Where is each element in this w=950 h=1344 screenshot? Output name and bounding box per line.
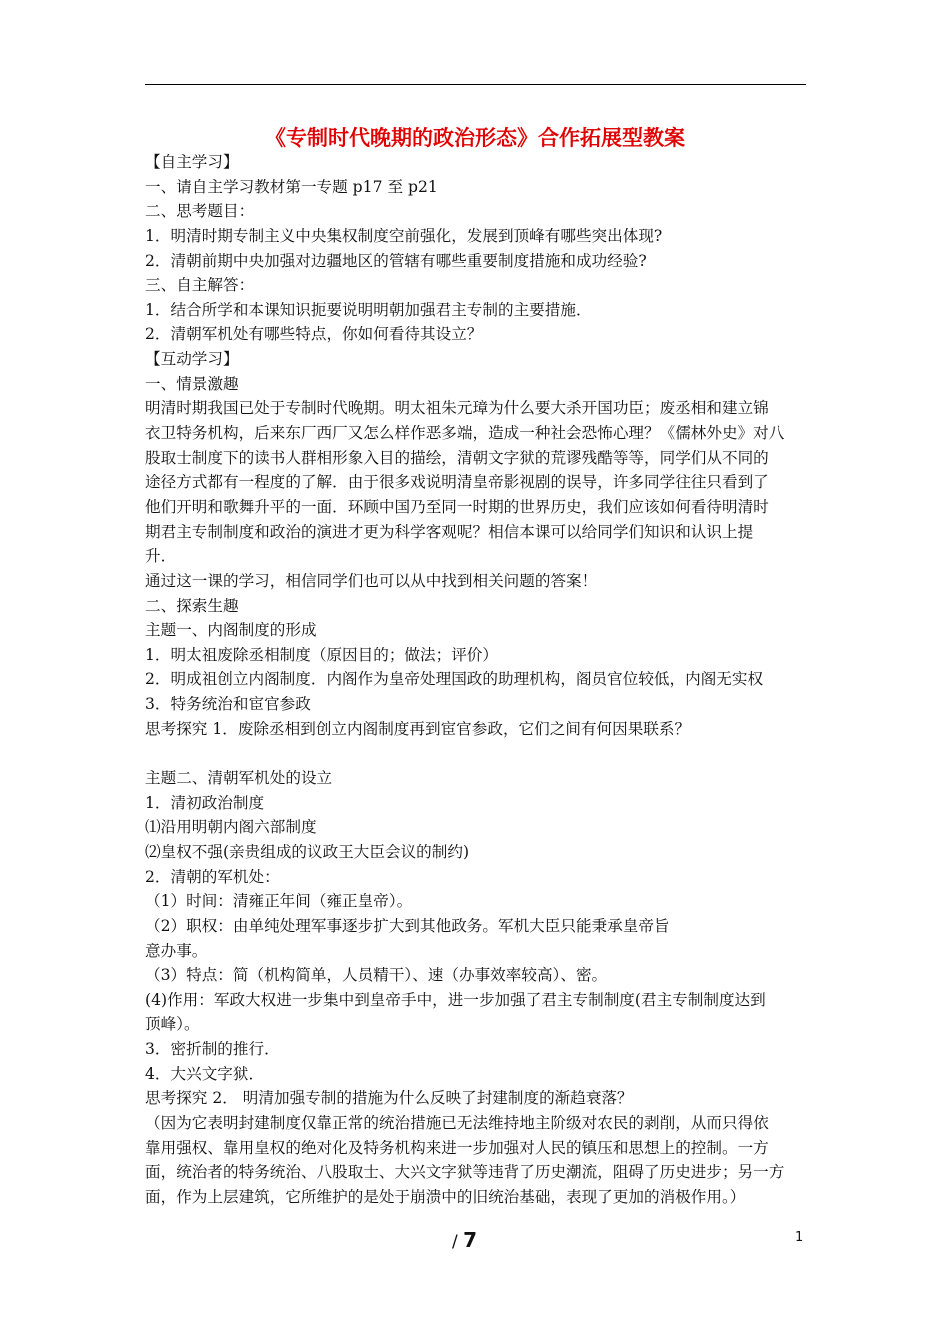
text-line: 2．明成祖创立内阁制度．内阁作为皇帝处理国政的助理机构，阁员官位较低，内阁无实权 (145, 670, 764, 689)
text-line: 意办事。 (145, 941, 208, 960)
blank-line (145, 741, 813, 766)
text-line: 他们开明和歌舞升平的一面．环顾中国乃至同一时期的世界历史，我们应该如何看待明清时 (145, 497, 769, 516)
text-line: 思考探究 2． 明清加强专制的措施为什么反映了封建制度的渐趋衰落？ (145, 1089, 633, 1108)
text-line: 2．清朝的军机处： (145, 867, 280, 886)
page-total (452, 1228, 477, 1252)
text-line: ⑴沿用明朝内阁六部制度 (145, 818, 317, 837)
text-line: 顶峰）。 (145, 1015, 200, 1034)
text-line: 面，作为上层建筑，它所维护的是处于崩溃中的旧统治基础，表现了更加的消极作用。） (145, 1187, 746, 1206)
text-line: 二、思考题目： (145, 202, 255, 221)
text-line: 衣卫特务机构，后来东厂西厂又怎么样作恶多端，造成一种社会恐怖心理？《儒林外史》对八 (145, 424, 785, 443)
text-line: （3）特点：简（机构简单，人员精干）、速（办事效率较高）、密。 (145, 966, 608, 985)
text-line: 【互动学习】 (145, 350, 239, 369)
text-line: 3．特务统治和宦官参政 (145, 695, 311, 714)
text-line: 途径方式都有一程度的了解．由于很多戏说明清皇帝影视剧的误导，许多同学往往只看到了 (145, 473, 769, 492)
text-line: ⑵皇权不强(亲贵组成的议政王大臣会议的制约) (145, 842, 470, 861)
text-line: (4)作用：军政大权进一步集中到皇帝手中，进一步加强了君主专制制度(君主专制制度达到 (145, 990, 766, 1009)
text-line: 股取士制度下的读书人群相形象入目的描绘，清朝文字狱的荒谬残酷等等，同学们从不同的 (145, 448, 769, 467)
text-line: 1．明太祖废除丞相制度（原因目的；做法；评价） (145, 645, 498, 664)
text-line: （因为它表明封建制度仅靠正常的统治措施已无法维持地主阶级对农民的剥削，从而只得依 (145, 1113, 769, 1132)
header-rule (145, 84, 806, 85)
page-total-number: 7 (463, 1228, 478, 1252)
text-line: 二、探索生趣 (145, 596, 239, 615)
text-line: 4．大兴文字狱． (145, 1064, 265, 1083)
page-total-prefix: / (452, 1232, 464, 1252)
text-line: 3．密折制的推行． (145, 1040, 280, 1059)
text-line: 2．清朝军机处有哪些特点，你如何看待其设立？ (145, 325, 483, 344)
text-line: 明清时期我国已处于专制时代晚期。明太祖朱元璋为什么要大杀开国功臣；废丞相和建立锦 (145, 399, 769, 418)
text-line: 三、自主解答： (145, 276, 255, 295)
text-line: 通过这一课的学习，相信同学们也可以从中找到相关问题的答案！ (145, 571, 598, 590)
text-line: 1．清初政治制度 (145, 793, 265, 812)
text-line: 升． (145, 547, 177, 566)
text-line: 一、请自主学习教材第一专题 p17 至 p21 (145, 177, 438, 196)
text-line: 面，统治者的特务统治、八股取士、大兴文字狱等违背了历史潮流，阻碍了历史进步；另一方 (145, 1163, 785, 1182)
text-line: （1）时间：清雍正年间（雍正皇帝）。 (145, 892, 413, 911)
text-line: 期君主专制制度和政治的演进才更为科学客观呢？相信本课可以给同学们知识和认识上提 (145, 522, 754, 541)
page-number: 1 (795, 1230, 804, 1245)
text-line: 1．明清时期专制主义中央集权制度空前强化，发展到顶峰有哪些突出体现? (145, 226, 663, 245)
text-line: （2）职权：由单纯处理军事逐步扩大到其他政务。军机大臣只能秉承皇帝旨 (145, 916, 670, 935)
text-line: 2．清朝前期中央加强对边疆地区的管辖有哪些重要制度措施和成功经验? (145, 251, 647, 270)
document-body (145, 150, 813, 1210)
text-line: 主题一、内阁制度的形成 (145, 621, 317, 640)
text-line: 一、情景激趣 (145, 374, 239, 393)
text-line: 1．结合所学和本课知识扼要说明明朝加强君主专制的主要措施． (145, 300, 592, 319)
text-line: 思考探究 1．废除丞相到创立内阁制度再到宦官参政，它们之间有何因果联系？ (145, 719, 691, 738)
text-line: 主题二、清朝军机处的设立 (145, 769, 333, 788)
document-title: 《专制时代晚期的政治形态》合作拓展型教案 (265, 126, 685, 150)
text-line: 靠用强权、靠用皇权的绝对化及特务机构来进一步加强对人民的镇压和思想上的控制。一方 (145, 1138, 769, 1157)
text-line: 【自主学习】 (145, 153, 239, 171)
